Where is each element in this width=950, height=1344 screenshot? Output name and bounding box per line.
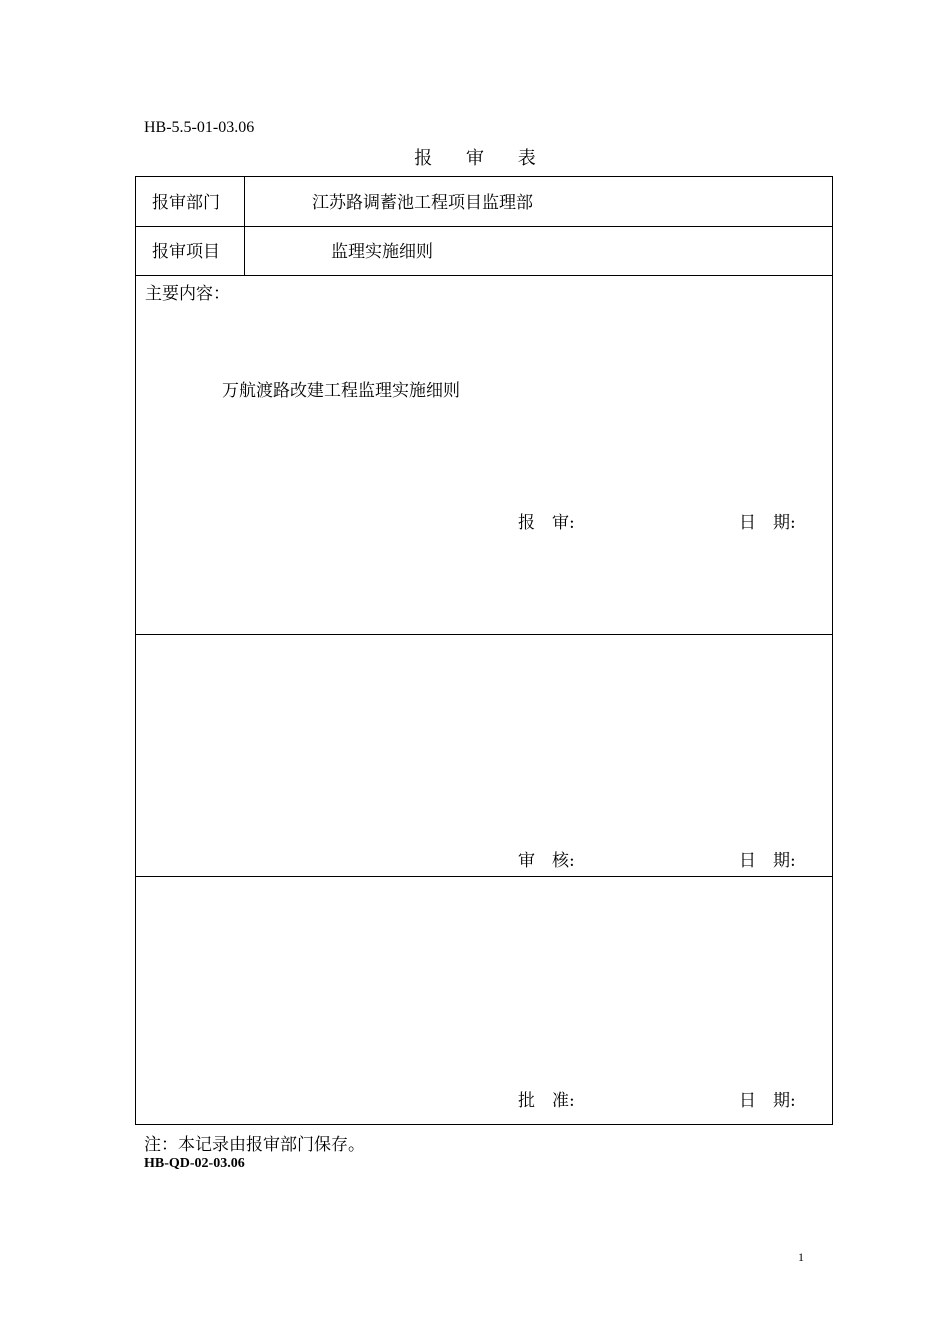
review-signature-label: 审 核: [518,851,575,871]
item-value: 监理实施细则 [331,242,433,262]
review-form-table [135,176,833,1125]
dept-value: 江苏路调蓄池工程项目监理部 [312,193,533,213]
item-label: 报审项目 [152,242,220,262]
dept-label: 报审部门 [152,193,220,213]
column-divider [244,177,245,275]
section-divider [136,634,832,635]
submit-date-label: 日 期: [739,513,796,533]
review-date-label: 日 期: [739,851,796,871]
submit-signature-label: 报 审: [518,513,575,533]
content-text: 万航渡路改建工程监理实施细则 [222,381,460,401]
form-code: HB-QD-02-03.06 [144,1156,245,1171]
approval-signature-label: 批 准: [518,1091,575,1111]
form-title: 报 审 表 [414,148,550,169]
row-divider [136,226,832,227]
row-divider [136,275,832,276]
document-code: HB-5.5-01-03.06 [144,119,255,136]
section-divider [136,876,832,877]
footer-note: 注：本记录由报审部门保存。 [144,1135,365,1155]
content-label: 主要内容： [145,284,230,304]
page-number: 1 [798,1250,804,1264]
approval-date-label: 日 期: [739,1091,796,1111]
